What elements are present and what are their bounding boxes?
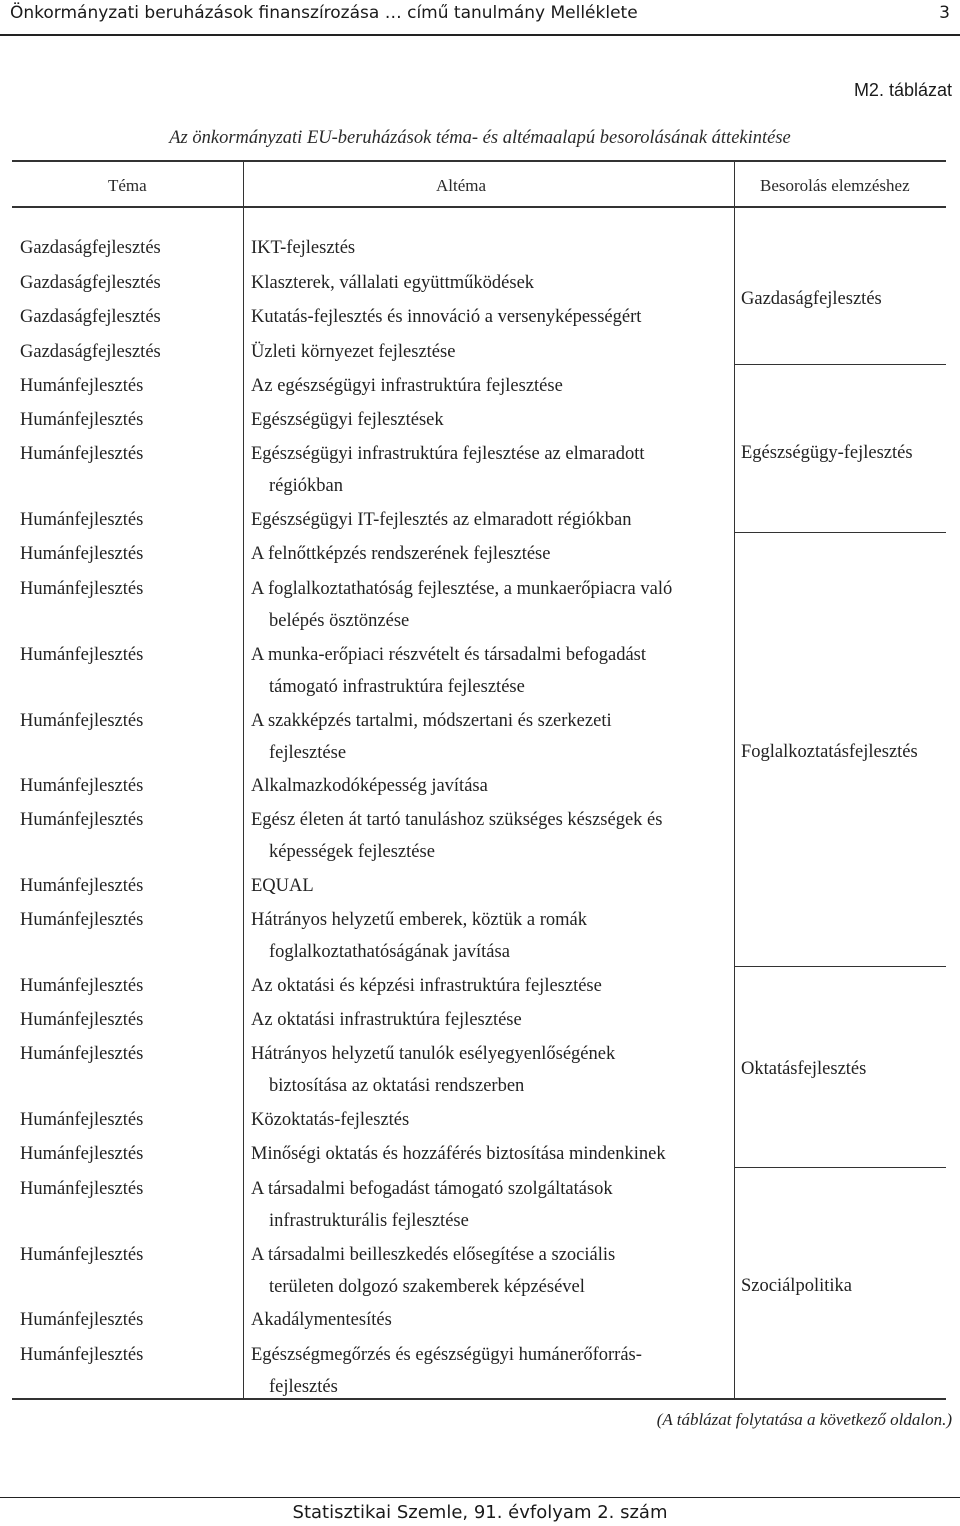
table-cell-tema: Humánfejlesztés [20,410,144,430]
table-cell-tema: Humánfejlesztés [20,1044,144,1064]
column-header-tema: Téma [108,176,147,195]
table-cell-altema: Egészségmegőrzés és egészségügyi humánerőforrás- [251,1345,642,1365]
column-header-altema: Altéma [436,176,487,195]
table-cell-tema: Humánfejlesztés [20,711,144,731]
table-cell-altema-continuation: régiókban [269,476,343,496]
group-divider [735,532,946,533]
table-cell-altema-continuation: biztosítása az oktatási rendszerben [269,1076,525,1096]
table-cell-tema: Humánfejlesztés [20,645,144,665]
table-cell-besorolas: Szociálpolitika [741,1276,852,1296]
table-cell-altema-continuation: képességek fejlesztése [269,842,435,862]
table-cell-tema: Humánfejlesztés [20,510,144,530]
table-cell-altema: Minőségi oktatás és hozzáférés biztosítása mindenkinek [251,1144,666,1164]
table-cell-altema-continuation: fejlesztése [269,743,347,763]
table-cell-altema: EQUAL [251,876,314,896]
group-divider [735,1167,946,1168]
table-cell-tema: Humánfejlesztés [20,910,144,930]
table-cell-tema: Gazdaságfejlesztés [20,238,161,258]
table-cell-altema: Hátrányos helyzetű emberek, köztük a romák [251,910,587,930]
table-cell-altema: Egészségügyi infrastruktúra fejlesztése az elmaradott [251,444,645,464]
table-cell-besorolas: Oktatásfejlesztés [741,1059,867,1079]
page-footer: Statisztikai Szemle, 91. évfolyam 2. szám [292,1502,668,1523]
table-cell-altema: IKT-fejlesztés [251,238,356,258]
table-cell-altema: Üzleti környezet fejlesztése [251,342,456,362]
table-cell-tema: Humánfejlesztés [20,976,144,996]
table-cell-tema: Gazdaságfejlesztés [20,307,161,327]
table-cell-altema: Akadálymentesítés [251,1310,392,1330]
table-cell-altema: Egészségügyi IT-fejlesztés az elmaradott régiókban [251,510,632,530]
table-cell-altema-continuation: fejlesztés [269,1377,338,1397]
table-cell-tema: Humánfejlesztés [20,444,144,464]
table-cell-tema: Humánfejlesztés [20,876,144,896]
table-cell-altema: Egészségügyi fejlesztések [251,410,444,430]
table-cell-tema: Humánfejlesztés [20,1010,144,1030]
table-cell-altema: Az oktatási infrastruktúra fejlesztése [251,1010,522,1030]
table-cell-tema: Humánfejlesztés [20,776,144,796]
table-cell-altema: Egész életen át tartó tanuláshoz szükséges készségek és [251,810,663,830]
table-cell-tema: Gazdaságfejlesztés [20,342,161,362]
table-cell-altema: A társadalmi befogadást támogató szolgáltatások [251,1179,613,1199]
table-cell-tema: Humánfejlesztés [20,376,144,396]
group-divider [735,364,946,365]
column-divider-1 [243,161,244,1399]
header-rule [12,206,946,208]
bottom-rule [12,1398,946,1400]
table-cell-tema: Humánfejlesztés [20,1345,144,1365]
table-label: M2. táblázat [853,80,952,100]
table-cell-tema: Humánfejlesztés [20,1245,144,1265]
table-cell-altema: Az oktatási és képzési infrastruktúra fejlesztése [251,976,602,996]
table-cell-altema: Hátrányos helyzetű tanulók esélyegyenlőségének [251,1044,616,1064]
table-cell-altema: Közoktatás-fejlesztés [251,1110,410,1130]
continuation-note: (A táblázat folytatása a következő oldalon.) [656,1410,952,1429]
table-cell-altema: A foglalkoztathatóság fejlesztése, a munkaerőpiacra való [251,579,673,599]
table-cell-tema: Humánfejlesztés [20,1310,144,1330]
table-cell-tema: Humánfejlesztés [20,1144,144,1164]
table-cell-altema: A munka-erőpiaci részvételt és társadalmi befogadást [251,645,647,665]
table-cell-tema: Humánfejlesztés [20,544,144,564]
page-number: 3 [939,3,950,23]
table-cell-tema: Humánfejlesztés [20,810,144,830]
table-cell-tema: Humánfejlesztés [20,579,144,599]
column-header-besorolas: Besorolás elemzéshez [760,176,910,195]
table-cell-altema: A társadalmi beilleszkedés elősegítése a szociális [251,1245,616,1265]
table-cell-tema: Humánfejlesztés [20,1110,144,1130]
running-header-title: Önkormányzati beruházások finanszírozása … című tanulmány Melléklete [10,3,638,23]
table-cell-altema-continuation: területen dolgozó szakemberek képzésével [269,1277,585,1297]
table-caption: Az önkormányzati EU-beruházások téma- és altémaalapú besorolásának áttekintése [169,128,791,148]
table-cell-altema: Klaszterek, vállalati együttműködések [251,273,535,293]
running-header [0,0,960,36]
table-cell-altema-continuation: támogató infrastruktúra fejlesztése [269,677,525,697]
table-cell-tema: Gazdaságfejlesztés [20,273,161,293]
table-cell-altema: Az egészségügyi infrastruktúra fejlesztése [251,376,563,396]
table-cell-altema: A felnőttképzés rendszerének fejlesztése [251,544,551,564]
footer-rule [0,1497,960,1498]
table-cell-altema: A szakképzés tartalmi, módszertani és szerkezeti [251,711,612,731]
column-divider-2 [734,161,735,1399]
table-cell-altema-continuation: belépés ösztönzése [269,611,410,631]
table-cell-altema: Kutatás-fejlesztés és innováció a versenyképességért [251,307,642,327]
table-cell-altema: Alkalmazkodóképesség javítása [251,776,488,796]
table-cell-altema-continuation: foglalkoztathatóságának javítása [269,942,510,962]
table-cell-besorolas: Gazdaságfejlesztés [741,289,882,309]
group-divider [735,966,946,967]
table-cell-tema: Humánfejlesztés [20,1179,144,1199]
top-rule [12,160,946,162]
table-cell-besorolas: Egészségügy-fejlesztés [741,443,913,463]
table-cell-altema-continuation: infrastrukturális fejlesztése [269,1211,469,1231]
table-cell-besorolas: Foglalkoztatásfejlesztés [741,742,918,762]
